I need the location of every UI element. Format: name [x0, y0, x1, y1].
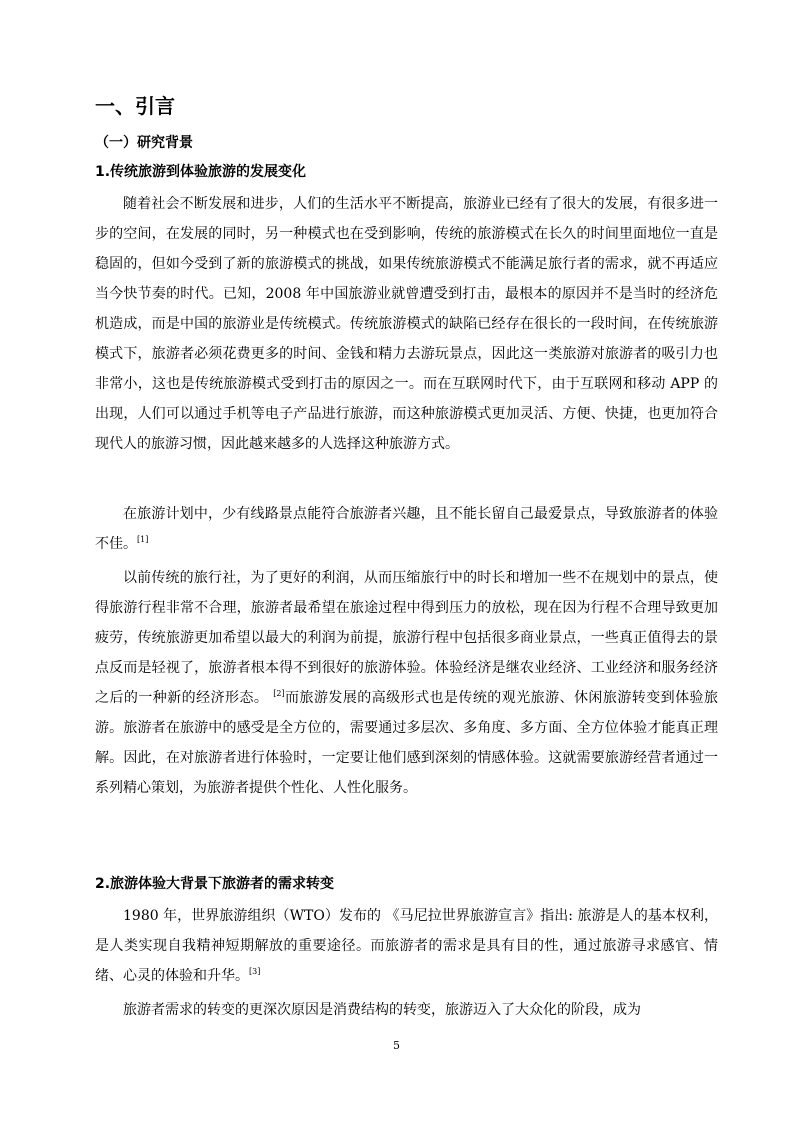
subsection-title: 2.旅游体验大背景下旅游者的需求转变	[95, 876, 335, 892]
body-paragraph	[95, 563, 718, 803]
paragraph-text: 在旅游计划中，少有线路景点能符合旅游者兴趣，且不能长留自己最爱景点，导致旅游者的体验不佳。	[95, 506, 718, 552]
page-number: 5	[393, 1039, 400, 1052]
chapter-title: 一、引言	[95, 94, 175, 118]
section-title: （一）研究背景	[95, 135, 193, 151]
body-paragraph	[95, 901, 718, 991]
body-paragraph	[95, 189, 718, 459]
paragraph-text: 以前传统的旅行社，为了更好的利润，从而压缩旅行中的时长和增加一些不在规划中的景点，使得旅游行程非常不合理，旅游者最希望在旅途过程中得到压力的放松，现在因为行程不合理导致更加疲劳，传统旅游更加希望以最大的利润为前提，旅游行程中包括很多商业景点，一些真正值得去的景点反而是轻视了，旅游者根本得不到很好的旅游体验。体验经济是继农业经济、工业经济和服务经济之后的一种新的经济形态。	[95, 570, 718, 706]
paragraph-text: 1980 年，世界旅游组织（WTO）发布的 《马尼拉世界旅游宣言》指出: 旅游是人的基本权利，是人类实现自我精神短期解放的重要途径。而旅游者的需求是具有目的性，通过旅游寻求感官、情绪、心灵的体验和升华。	[95, 908, 718, 984]
paragraph-text: 随着社会不断发展和进步，人们的生活水平不断提高，旅游业已经有了很大的发展，有很多进一步的空间，在发展的同时，另一种模式也在受到影响，传统的旅游模式在长久的时间里面地位一直是稳固的，但如今受到了新的旅游模式的挑战，如果传统旅游模式不能满足旅行者的需求，就不再适应当今快节奏的时代。已知，2008 年中国旅游业就曾遭受到打击，最根本的原因并不是当时的经济危机造成，而是中国的旅游业是传统模式。传统旅游模式的缺陷已经存在很长的一段时间，在传统旅游模式下，旅游者必须花费更多的时间、金钱和精力去游玩景点，因此这一类旅游对旅游者的吸引力也非常小，这也是传统旅游模式受到打击的原因之一。而在互联网时代下，由于互联网和移动 APP 的出现，人们可以通过手机等电子产品进行旅游，而这种旅游模式更加灵活、方便、快捷，也更加符合现代人的旅游习惯，因此越来越多的人选择这种旅游方式。	[95, 196, 718, 452]
subsection-title: 1.传统旅游到体验旅游的发展变化	[95, 164, 307, 180]
citation-marker: [1]	[137, 535, 149, 544]
citation-marker: [3]	[249, 967, 261, 976]
paragraph-text: 而旅游发展的高级形式也是传统的观光旅游、休闲旅游转变到体验旅游。旅游者在旅游中的感受是全方位的，需要通过多层次、多角度、多方面、全方位体验才能真正理解。因此，在对旅游者进行体验时，一定要让他们感到深刻的情感体验。这就需要旅游经营者通过一系列精心策划，为旅游者提供个性化、人性化服务。	[95, 690, 719, 796]
citation-marker: [2]	[273, 689, 285, 698]
paragraph-text: 旅游者需求的转变的更深次原因是消费结构的转变，旅游迈入了大众化的阶段，成为	[123, 1002, 641, 1018]
body-paragraph	[95, 499, 718, 559]
body-paragraph	[95, 995, 718, 1025]
